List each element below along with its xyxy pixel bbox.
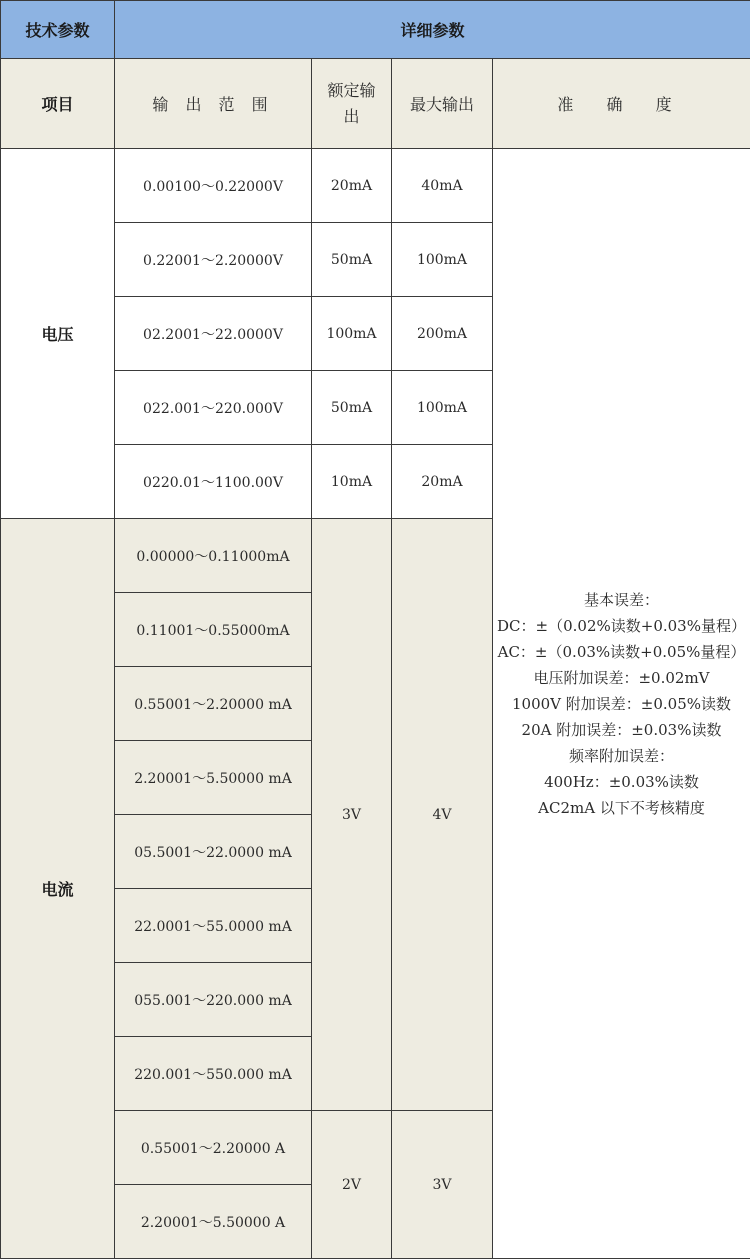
current-ma-rated: 3V	[312, 519, 392, 1111]
accuracy-cell	[493, 149, 750, 1259]
voltage-rated-4: 50mA	[312, 371, 392, 445]
current-range-5: 05.5001～22.0000 mA	[115, 815, 312, 889]
category-voltage: 电压	[1, 149, 115, 519]
current-range-9: 0.55001～2.20000 A	[115, 1111, 312, 1185]
current-range-7: 055.001～220.000 mA	[115, 963, 312, 1037]
current-range-3: 0.55001～2.20000 mA	[115, 667, 312, 741]
current-range-1: 0.00000～0.11000mA	[115, 519, 312, 593]
current-a-rated: 2V	[312, 1111, 392, 1259]
voltage-max-5: 20mA	[392, 445, 493, 519]
header-item: 项目	[1, 59, 115, 149]
current-range-4: 2.20001～5.50000 mA	[115, 741, 312, 815]
header-rated-line2: 出	[312, 104, 391, 130]
title-tech-params: 技术参数	[1, 1, 115, 59]
voltage-max-2: 100mA	[392, 223, 493, 297]
header-output-range-text: 输 出 范 围	[152, 95, 273, 114]
accuracy-line-7: 频率附加误差：	[493, 743, 750, 769]
current-range-6: 22.0001～55.0000 mA	[115, 889, 312, 963]
header-accuracy-text: 准 确 度	[557, 95, 685, 114]
voltage-range-2: 0.22001～2.20000V	[115, 223, 312, 297]
accuracy-line-6: 20A 附加误差：±0.03%读数	[493, 717, 750, 743]
voltage-rated-3: 100mA	[312, 297, 392, 371]
voltage-range-3: 02.2001～22.0000V	[115, 297, 312, 371]
accuracy-line-5: 1000V 附加误差：±0.05%读数	[493, 691, 750, 717]
voltage-rated-2: 50mA	[312, 223, 392, 297]
category-current: 电流	[1, 519, 115, 1259]
accuracy-line-9: AC2mA 以下不考核精度	[493, 795, 750, 821]
header-rated-line1: 额定输	[312, 78, 391, 104]
accuracy-line-2: DC：±（0.02%读数+0.03%量程）	[493, 613, 750, 639]
voltage-rated-1: 20mA	[312, 149, 392, 223]
accuracy-line-8: 400Hz：±0.03%读数	[493, 769, 750, 795]
voltage-range-4: 022.001～220.000V	[115, 371, 312, 445]
header-rated-output	[312, 59, 392, 149]
header-output-range	[115, 59, 312, 149]
current-range-2: 0.11001～0.55000mA	[115, 593, 312, 667]
voltage-max-4: 100mA	[392, 371, 493, 445]
current-a-max: 3V	[392, 1111, 493, 1259]
accuracy-line-3: AC：±（0.03%读数+0.05%量程）	[493, 639, 750, 665]
header-accuracy	[493, 59, 750, 149]
voltage-max-1: 40mA	[392, 149, 493, 223]
accuracy-line-4: 电压附加误差：±0.02mV	[493, 665, 750, 691]
voltage-rated-5: 10mA	[312, 445, 392, 519]
title-detail-params: 详细参数	[115, 1, 750, 59]
voltage-range-1: 0.00100～0.22000V	[115, 149, 312, 223]
current-range-10: 2.20001～5.50000 A	[115, 1185, 312, 1259]
current-ma-max: 4V	[392, 519, 493, 1111]
voltage-range-5: 0220.01～1100.00V	[115, 445, 312, 519]
accuracy-line-1: 基本误差：	[493, 587, 750, 613]
current-range-8: 220.001～550.000 mA	[115, 1037, 312, 1111]
voltage-max-3: 200mA	[392, 297, 493, 371]
header-max-output: 最大输出	[392, 59, 493, 149]
